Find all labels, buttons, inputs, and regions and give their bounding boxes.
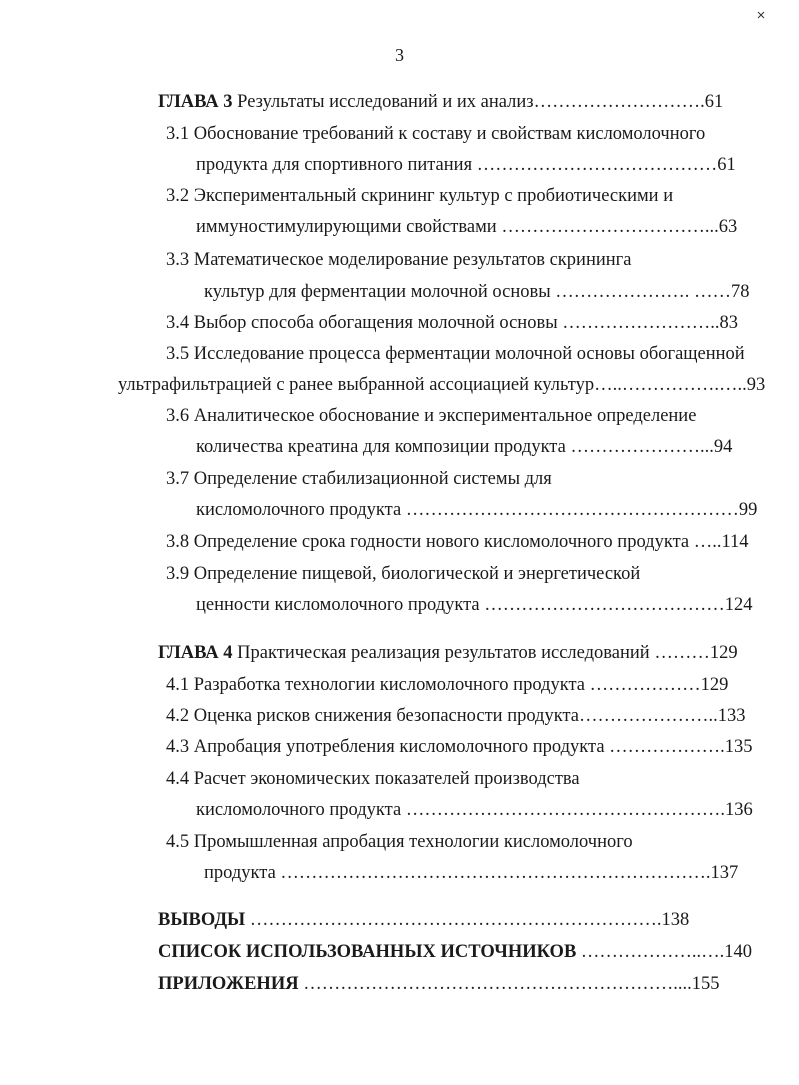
toc-dots: ………………. bbox=[604, 737, 725, 757]
toc-text: 4.3 Апробация употребления кисломолочного продукта bbox=[166, 737, 605, 757]
toc-dots: ….. bbox=[689, 532, 722, 552]
toc-page: 61 bbox=[704, 92, 724, 112]
toc-entry bbox=[196, 435, 732, 459]
toc-dots: ………………………. bbox=[533, 92, 705, 112]
toc-entry bbox=[204, 861, 738, 885]
toc-page: 137 bbox=[710, 863, 739, 883]
toc-entry bbox=[196, 498, 757, 522]
toc-dots: ………………….. bbox=[579, 706, 718, 726]
toc-page: 63 bbox=[718, 217, 738, 237]
toc-text: 4.2 Оценка рисков снижения безопасности продукта bbox=[166, 706, 579, 726]
toc-page: 99 bbox=[738, 500, 758, 520]
toc-text: ПРИЛОЖЕНИЯ bbox=[158, 974, 299, 994]
toc-page: 133 bbox=[717, 706, 746, 726]
toc-text: продукта bbox=[204, 863, 276, 883]
toc-text: 3.7 Определение стабилизационной системы для bbox=[166, 469, 552, 489]
toc-entry bbox=[196, 798, 753, 822]
toc-text: ультрафильтрацией с ранее выбранной ассоциацией культур bbox=[118, 375, 595, 395]
toc-references bbox=[158, 940, 752, 964]
toc-dots: ………………..…. bbox=[576, 942, 725, 962]
toc-page: 140 bbox=[724, 942, 753, 962]
toc-text: 3.1 Обоснование требований к составу и свойствам кисломолочного bbox=[166, 124, 706, 144]
toc-dots: …………………………………………………….... bbox=[298, 974, 692, 994]
toc-entry bbox=[166, 248, 631, 272]
toc-text: 4.4 Расчет экономических показателей производства bbox=[166, 769, 580, 789]
toc-dots: ………………………………… bbox=[472, 155, 718, 175]
toc-text: Практическая реализация результатов исследований bbox=[237, 643, 650, 663]
page-number: 3 bbox=[395, 45, 404, 65]
toc-dots: ……………………………………………… bbox=[401, 500, 739, 520]
toc-text: СПИСОК ИСПОЛЬЗОВАННЫХ ИСТОЧНИКОВ bbox=[158, 942, 577, 962]
toc-page: 129 bbox=[709, 643, 738, 663]
toc-entry bbox=[166, 184, 673, 208]
toc-page: 124 bbox=[724, 595, 753, 615]
toc-entry bbox=[166, 122, 705, 146]
toc-entry bbox=[166, 467, 552, 491]
toc-text: кисломолочного продукта bbox=[196, 500, 402, 520]
toc-page: 114 bbox=[721, 532, 749, 552]
toc-entry bbox=[166, 342, 745, 366]
chapter-label: ГЛАВА 3 bbox=[158, 92, 233, 112]
toc-entry bbox=[166, 530, 749, 554]
toc-text: 3.8 Определение срока годности нового кисломолочного продукта bbox=[166, 532, 690, 552]
toc-page: 78 bbox=[731, 282, 750, 302]
toc-text: иммуностимулирующими свойствами bbox=[196, 217, 497, 237]
toc-text: 3.9 Определение пищевой, биологической и энергетической bbox=[166, 564, 641, 584]
toc-page: 83 bbox=[719, 313, 739, 333]
toc-text: количества креатина для композиции продукта bbox=[196, 437, 566, 457]
toc-text: культур для ферментации молочной основы bbox=[204, 282, 551, 302]
toc-page: 138 bbox=[661, 910, 690, 930]
toc-page: 136 bbox=[724, 800, 753, 820]
toc-entry bbox=[166, 767, 580, 791]
toc-entry bbox=[196, 153, 736, 177]
toc-entry bbox=[166, 673, 728, 697]
toc-dots: ……………… bbox=[584, 675, 701, 695]
toc-page: 94 bbox=[713, 437, 733, 457]
toc-appendices bbox=[158, 972, 719, 996]
toc-page: 135 bbox=[724, 737, 753, 757]
toc-dots: ……… bbox=[649, 643, 710, 663]
toc-entry bbox=[166, 735, 753, 759]
toc-text: 3.2 Экспериментальный скрининг культур с пробиотическими и bbox=[166, 186, 674, 206]
toc-page: 155 bbox=[691, 974, 720, 994]
toc-entry bbox=[196, 215, 737, 239]
toc-text: ценности кисломолочного продукта bbox=[196, 595, 480, 615]
toc-dots: …………………………………………………………. bbox=[245, 910, 662, 930]
toc-entry bbox=[118, 373, 765, 397]
toc-text: продукта для спортивного питания bbox=[196, 155, 473, 175]
toc-dots: …………………... bbox=[565, 437, 714, 457]
toc-text: 3.4 Выбор способа обогащения молочной основы bbox=[166, 313, 558, 333]
toc-page: 93 bbox=[746, 375, 766, 395]
toc-chapter-4 bbox=[158, 641, 738, 665]
toc-dots: …..…………….….. bbox=[594, 375, 747, 395]
toc-entry bbox=[166, 311, 738, 335]
toc-text: 3.5 Исследование процесса ферментации молочной основы обогащенной bbox=[166, 344, 745, 364]
corner-scan-mark bbox=[757, 4, 765, 12]
toc-dots: ………………………………… bbox=[479, 595, 725, 615]
toc-conclusions bbox=[158, 908, 689, 932]
chapter-label: ГЛАВА 4 bbox=[158, 643, 233, 663]
toc-entry bbox=[204, 280, 750, 304]
toc-entry bbox=[166, 562, 640, 586]
toc-dots: ……………………………………………………………. bbox=[275, 863, 711, 883]
toc-entry bbox=[166, 404, 696, 428]
toc-text: 4.5 Промышленная апробация технологии кисломолочного bbox=[166, 832, 633, 852]
toc-entry bbox=[166, 704, 746, 728]
toc-text: ВЫВОДЫ bbox=[158, 910, 246, 930]
toc-text: кисломолочного продукта bbox=[196, 800, 402, 820]
toc-dots: ……………………………... bbox=[496, 217, 719, 237]
toc-text: 4.1 Разработка технологии кисломолочного продукта bbox=[166, 675, 585, 695]
toc-text: 3.6 Аналитическое обоснование и экспериментальное определение bbox=[166, 406, 697, 426]
toc-text: Результаты исследований и их анализ bbox=[237, 92, 534, 112]
toc-entry bbox=[196, 593, 753, 617]
toc-chapter-3 bbox=[158, 90, 723, 114]
toc-dots: …………………….. bbox=[557, 313, 720, 333]
toc-dots: ……………………………………………. bbox=[401, 800, 725, 820]
toc-page: 129 bbox=[700, 675, 729, 695]
toc-text: 3.3 Математическое моделирование результатов скрининга bbox=[166, 250, 632, 270]
toc-entry bbox=[166, 830, 633, 854]
toc-dots: …………………. …… bbox=[550, 282, 732, 302]
toc-page: 61 bbox=[717, 155, 736, 175]
